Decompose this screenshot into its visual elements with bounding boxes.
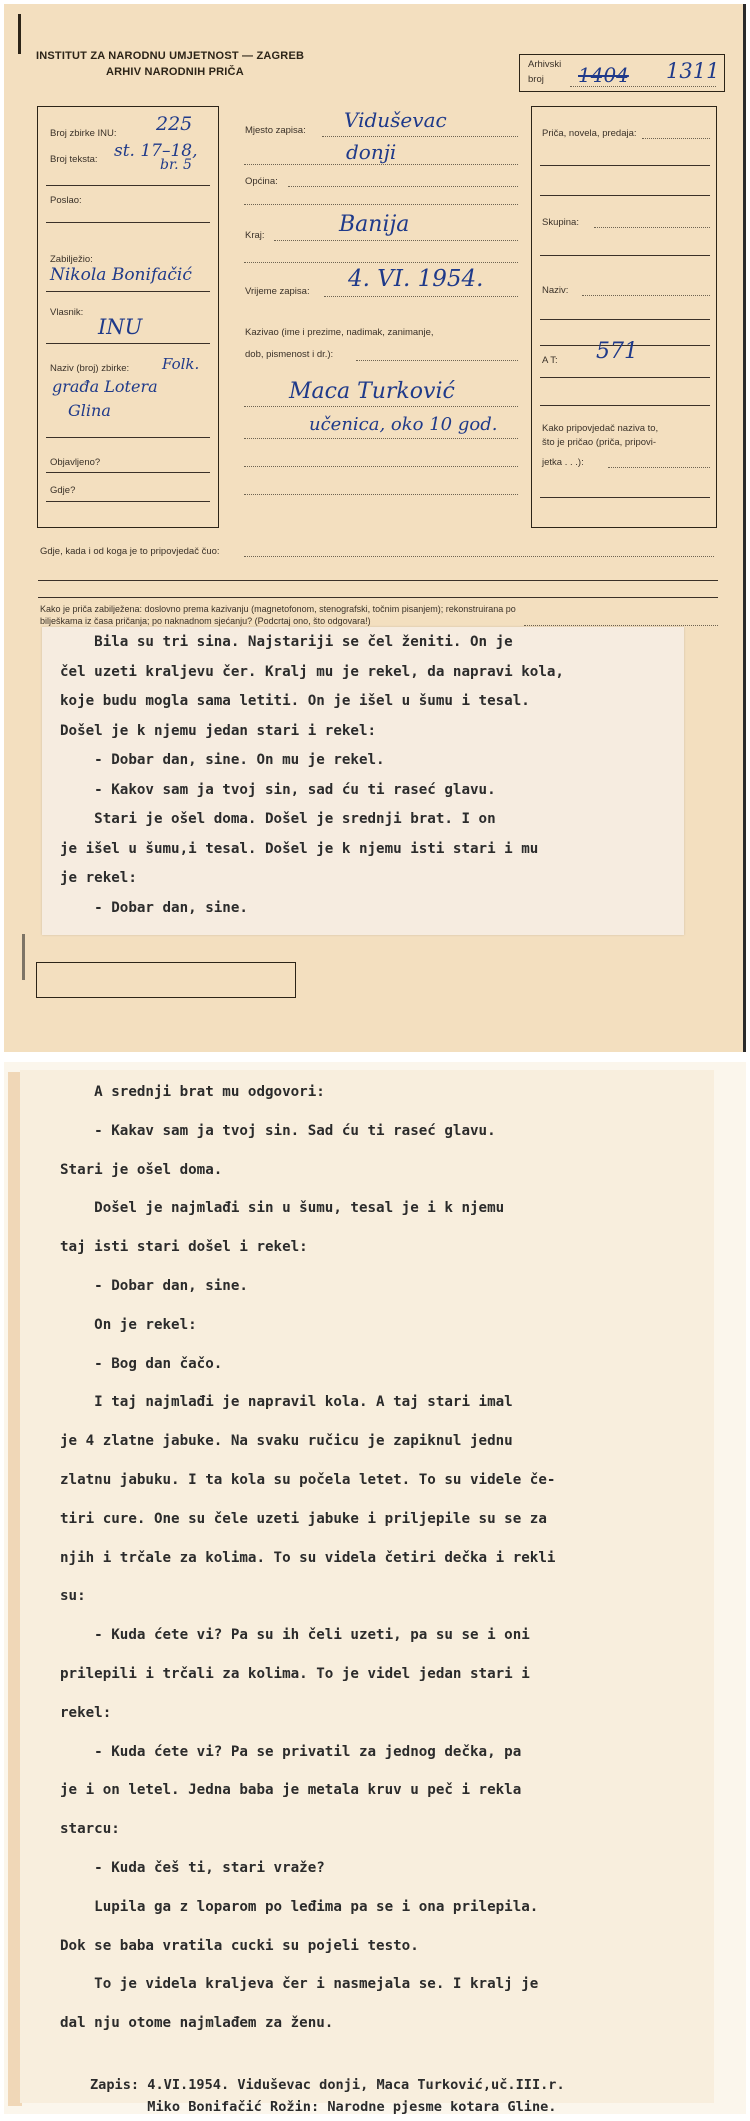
story-line: prilepili i trčali za kolima. To je videl jedan stari i (60, 1666, 530, 1682)
dotted-line (356, 360, 518, 361)
archive-number-box (519, 54, 725, 92)
mjesto-value: Viduševac (344, 108, 447, 132)
story-line: Došel je najmlađi sin u šumu, tesal je i k njemu (60, 1200, 505, 1217)
story-line: taj isti stari došel i rekel: (60, 1239, 308, 1256)
rule-line (540, 165, 710, 166)
story-line: I taj najmlađi je napravil kola. A taj stari imal (60, 1394, 513, 1411)
story-line: - Bog dan čačo. (60, 1355, 223, 1372)
dotted-line (274, 240, 518, 241)
story-line: čel uzeti kraljevu čer. Kralj mu je rekel, da napravi kola, (60, 663, 564, 680)
kazivao-value: Maca Turković (289, 379, 455, 404)
gdje-label: Gdje? (50, 485, 76, 496)
rule-line (540, 405, 710, 406)
story-line: - Kakav sam ja tvoj sin. Sad ću ti raseć glavu. (60, 1122, 496, 1139)
story-line: zlatnu jabuku. I ta kola su počela letet. To su videle če- (60, 1472, 556, 1488)
dotted-line (244, 164, 518, 165)
story-line: - Dobar dan, sine. (60, 899, 248, 916)
rule-line (540, 319, 710, 320)
story-line: - Kakov sam ja tvoj sin, sad ću ti raseć glavu. (60, 781, 496, 798)
story-line: dal nju otome najmlađem za ženu. (60, 2015, 334, 2032)
naziv-zbirke-label: Naziv (broj) zbirke: (50, 363, 130, 374)
dotted-line (570, 86, 716, 87)
rule-line (46, 222, 210, 223)
story-line: Dok se baba vratila cucki su pojeli testo. (60, 1937, 419, 1954)
kraj-value: Banija (339, 212, 410, 237)
index-card-front (4, 4, 746, 1052)
poslao-label: Poslao: (50, 195, 82, 206)
dotted-line (582, 295, 710, 296)
story-line: tiri cure. One su čele uzeti jabuke i priljepile su se za (60, 1510, 547, 1527)
dotted-line (608, 467, 710, 468)
broj-zbirke-value: 225 (156, 113, 193, 135)
mjesto-label: Mjesto zapisa: (245, 125, 306, 136)
empty-box (36, 962, 296, 998)
zabiljezio-label: Zabilježio: (50, 254, 93, 265)
story-line: su: (60, 1588, 86, 1605)
dotted-line (244, 204, 518, 205)
rule-line (540, 377, 710, 378)
story-line: Bila su tri sina. Najstariji se čel ženiti. On je (60, 634, 513, 650)
rule-line (38, 580, 718, 581)
dotted-line (244, 262, 518, 263)
archive-number: 1311 (666, 59, 720, 83)
story-line: starcu: (60, 1821, 120, 1838)
rule-line (540, 255, 710, 256)
zapis-line-1: Zapis: 4.VI.1954. Viduševac donji, Maca Turković,uč.III.r. (90, 2077, 565, 2093)
objavljeno-label: Objavljeno? (50, 457, 101, 468)
zabiljezio-value: Nikola Bonifačić (50, 265, 192, 285)
margin-mark (22, 934, 25, 980)
at-label: A T: (542, 355, 558, 366)
archive-title: ARHIV NARODNIH PRIČA (106, 66, 244, 78)
story-line: To je videla kraljeva čer i nasmejala se. I kralj je (60, 1976, 539, 1993)
zapis-line-2: Miko Bonifačić Rožin: Narodne pjesme kotara Gline. (90, 2099, 557, 2115)
archive-label-broj: broj (528, 74, 544, 85)
story-line: - Kuda češ ti, stari vraže? (60, 1860, 325, 1876)
naziv-label: Naziv: (542, 285, 569, 296)
dotted-line (244, 406, 518, 407)
archive-number-struck: 1404 (578, 63, 629, 87)
kako-naziva-label-2: što je pričao (priča, pripovi- (542, 437, 657, 448)
mjesto-value-2: donji (346, 140, 397, 164)
index-card-back (4, 1062, 746, 2114)
story-line: je išel u šumu,i tesal. Došel je k njemu isti stari i mu (60, 840, 539, 857)
kako-zabiljezena-label-2: bilješkama iz časa pričanja; po naknadnom sjećanju? (Podcrtaj ono, što odgovara!) (40, 616, 371, 626)
left-info-box (37, 106, 219, 528)
story-line: - Dobar dan, sine. (60, 1278, 248, 1294)
broj-zbirke-label: Broj zbirke INU: (50, 128, 117, 139)
kazivao-label: Kazivao (ime i prezime, nadimak, zanimanje, (245, 327, 434, 338)
kako-naziva-label-3: jetka . . .): (542, 457, 584, 468)
vrijeme-label: Vrijeme zapisa: (245, 286, 310, 297)
margin-mark (18, 14, 21, 54)
kraj-label: Kraj: (245, 230, 265, 241)
rule-line (540, 497, 710, 498)
at-value: 571 (596, 339, 638, 364)
rule-line (46, 291, 210, 292)
rule-line (38, 597, 718, 598)
dotted-line (244, 438, 518, 439)
story-line: njih i trčale za kolima. To su videla četiri dečka i rekli (60, 1549, 556, 1566)
kako-naziva-label: Kako pripovjedač naziva to, (542, 423, 659, 434)
rule-line (46, 437, 210, 438)
story-line: Stari je ošel doma. Došel je srednji brat. I on (60, 811, 496, 827)
dotted-line (594, 227, 710, 228)
rule-line (46, 472, 210, 473)
rule-line (540, 195, 710, 196)
dotted-line (322, 136, 518, 137)
story-line: A srednji brat mu odgovori: (60, 1084, 325, 1100)
vrijeme-value: 4. VI. 1954. (348, 266, 484, 292)
opcina-label: Općina: (245, 176, 278, 187)
archive-label: Arhivski (528, 59, 562, 70)
story-line: Došel je k njemu jedan stari i rekel: (60, 722, 377, 739)
story-line: On je rekel: (60, 1316, 197, 1333)
dotted-line (244, 556, 714, 557)
story-line: rekel: (60, 1704, 112, 1721)
dotted-line (244, 494, 518, 495)
story-line: Lupila ga z loparom po leđima pa se i ona prilepila. (60, 1898, 539, 1915)
prica-label: Priča, novela, predaja: (542, 128, 637, 139)
gdje-kada-label: Gdje, kada i od koga je to pripovjedač čuo: (40, 546, 220, 557)
story-line: je i on letel. Jedna baba je metala kruv u peč i rekla (60, 1782, 522, 1799)
rule-line (46, 185, 210, 186)
dotted-line (524, 625, 718, 626)
story-line: - Kuda ćete vi? Pa se privatil za jednog dečka, pa (60, 1743, 522, 1760)
institute-title: INSTITUT ZA NARODNU UMJETNOST — ZAGREB (36, 50, 305, 62)
story-line: je 4 zlatne jabuke. Na svaku ručicu je zapiknul jednu (60, 1433, 513, 1450)
kazivao-value-2: učenica, oko 10 god. (309, 414, 498, 435)
story-line: koje budu mogla sama letiti. On je išel u šumu i tesal. (60, 693, 530, 709)
dotted-line (324, 296, 518, 297)
story-line: Stari je ošel doma. (60, 1161, 223, 1178)
kako-zabiljezena-label: Kako je priča zabilježena: doslovno prema kazivanju (magnetofonom, stenografski, točnim pisanjem); rekonstruirana po (40, 604, 516, 614)
kazivao-label-2: dob, pismenost i dr.): (245, 349, 334, 360)
skupina-label: Skupina: (542, 217, 579, 228)
broj-teksta-label: Broj teksta: (50, 154, 98, 165)
dotted-line (244, 466, 518, 467)
rule-line (46, 501, 210, 502)
broj-teksta-value-2: br. 5 (160, 157, 192, 173)
vlasnik-value: INU (98, 315, 143, 339)
vlasnik-label: Vlasnik: (50, 307, 84, 318)
naziv-zbirke-value-2: građa Lotera (52, 377, 158, 396)
naziv-zbirke-value-3: Glina (68, 401, 111, 420)
rule-line (46, 343, 210, 344)
dotted-line (642, 138, 710, 139)
story-line: - Kuda ćete vi? Pa su ih čeli uzeti, pa su se i oni (60, 1627, 530, 1644)
broj-teksta-value: st. 17–18, (114, 141, 198, 161)
right-info-box (531, 106, 717, 528)
story-line: je rekel: (60, 870, 137, 886)
dotted-line (288, 186, 518, 187)
story-line: - Dobar dan, sine. On mu je rekel. (60, 752, 385, 768)
naziv-zbirke-value-1: Folk. (162, 355, 200, 373)
